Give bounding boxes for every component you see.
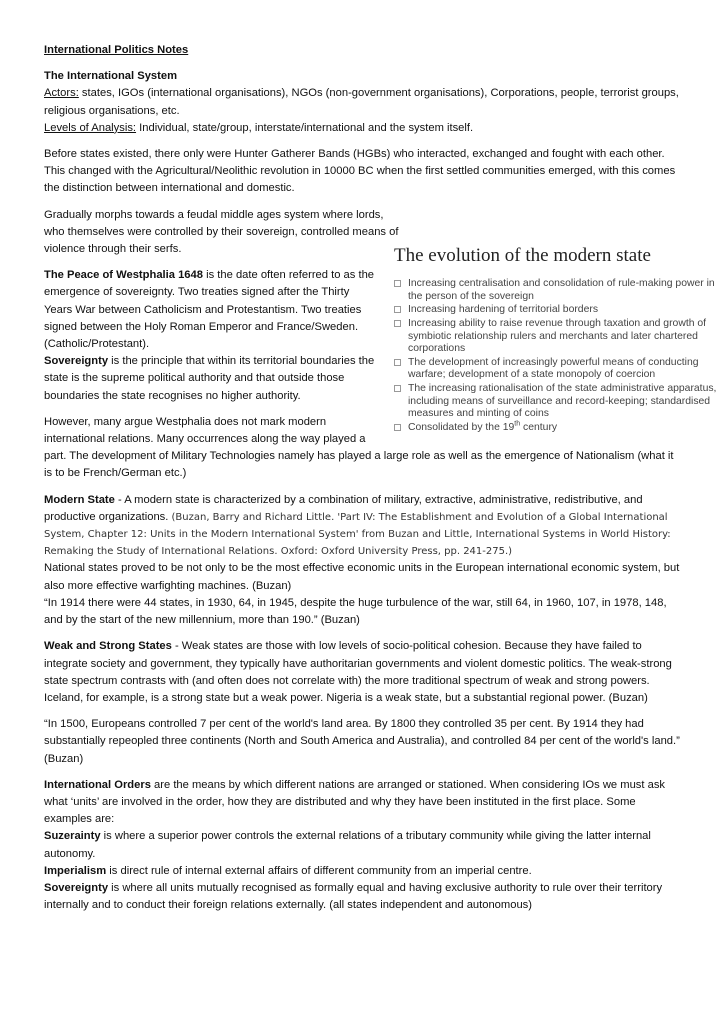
evolution-item: The increasing rationalisation of the state administrative apparatus, including means of surveillance and record-keeping; standardised measures and minting of coins: [394, 383, 722, 421]
document-page: [44, 42, 717, 914]
hgb-paragraph: Before states existed, there only were Hunter Gatherer Bands (HGBs) who interacted, exchanged and fought with each other. This changed with the Agricultural/Neolithic revolution in 10000 BC when the first settled communities emerged, with this comes the distinction between international and domestic.: [44, 148, 676, 195]
weak-strong-term: Weak and Strong States: [44, 640, 172, 653]
evolution-figure: [394, 244, 722, 435]
square-bullet-icon: [394, 424, 401, 431]
document-title: International Politics Notes: [44, 44, 189, 56]
national-states-paragraph: National states proved to be not only to be the most effective economic units in the European international economic system, but also more effective warfighting machines. (Buzan): [44, 562, 680, 592]
imperialism-paragraph: Imperialism is direct rule of internal external affairs of different community from an imperial centre.: [44, 864, 532, 877]
sovereignty-paragraph: Sovereignty is the principle that within its territorial boundaries the state is the supreme political authority and that outside those boundaries the state recognises no higher authority.: [44, 355, 375, 402]
square-bullet-icon: [394, 320, 401, 327]
international-orders-paragraph: International Orders are the means by which different nations are arranged or stationed. When considering IOs we must ask what ‘units’ are involved in the order, how they are distributed and why they have been instituted in the first place. Some examples are:: [44, 778, 666, 826]
levels-paragraph: [44, 120, 684, 137]
evolution-list: [394, 278, 722, 434]
sovereignty-order-term: Sovereignty: [44, 881, 109, 894]
feudal-paragraph: Gradually morphs towards a feudal middle ages system where lords, who themselves were controlled by their sovereign, controlled means of violence through their serfs.: [44, 208, 399, 256]
modern-state-paragraph: Modern State - A modern state is characterized by a combination of military, extractive, administrative, redistributive, and productive organizations. (Buzan, Barry and Richard Little. 'Part IV: The Establishment and Evolution of a Global International System, Chapter 12: Units in the Modern International System' from Buzan and Little, International Systems in World History: Remaking the Study of International Relations. Oxford: Oxford University Press, pp. 241-275.): [44, 493, 671, 558]
evolution-item: The development of increasingly powerful means of conducting warfare; development of a state monopoly of coercion: [394, 357, 722, 382]
actors-text: states, IGOs (international organisations), NGOs (non-government organisations), Corporations, people, terrorist groups, religious organisations, etc.: [44, 87, 679, 117]
evolution-item: Increasing ability to raise revenue through taxation and growth of symbiotic relationship rulers and merchants and later chartered corporations: [394, 318, 722, 356]
international-orders-term: International Orders: [44, 778, 151, 791]
westphalia-paragraph: The Peace of Westphalia 1648 is the date often referred to as the emergence of sovereignty. Two treaties signed after the Thirty Years War between Catholicism and Protestantism. Two treaties signed between the Holy Roman Emperor and France/Sweden. (Catholic/Protestant).: [44, 269, 375, 351]
actors-label: Actors:: [44, 87, 79, 100]
square-bullet-icon: [394, 385, 401, 392]
square-bullet-icon: [394, 306, 401, 313]
evolution-item: Increasing centralisation and consolidation of rule-making power in the person of the sovereign: [394, 278, 722, 303]
buzan-citation: (Buzan, Barry and Richard Little. 'Part IV: The Establishment and Evolution of a Global International System, Chapter 12: Units in the Modern International System' from Buzan and Little, International Systems in World History: Remaking the Study of International Relations. Oxford: Oxford University Press, pp. 241-275.): [44, 511, 671, 558]
evolution-figure-title: The evolution of the modern state: [394, 245, 651, 267]
square-bullet-icon: [394, 280, 401, 287]
levels-text: Individual, state/group, interstate/international and the system itself.: [136, 121, 474, 134]
square-bullet-icon: [394, 359, 401, 366]
section-heading-international-system: The International System: [44, 70, 178, 83]
suzerainty-paragraph: Suzerainty is where a superior power controls the external relations of a tributary community while giving the latter internal autonomy.: [44, 830, 651, 860]
suzerainty-term: Suzerainty: [44, 830, 101, 843]
modern-state-term: Modern State: [44, 493, 115, 506]
evolution-item: Consolidated by the 19th century: [394, 422, 722, 435]
sovereignty-order-paragraph: Sovereignty is where all units mutually recognised as formally equal and having exclusive authority to rule over their territory internally and to conduct their foreign relations externally. (all states independent and autonomous): [44, 881, 663, 912]
however-paragraph: However, many argue Westphalia does not mark modern international relations. Many occurrences along the way played a part. The development of Military Technologies namely has played a large role as well as the emergence of Nationalism (what it is to be French/German etc.): [44, 415, 674, 480]
weak-strong-paragraph: Weak and Strong States - Weak states are those with low levels of socio-political cohesion. Because they have failed to integrate society and government, they typically have authoritarian governments and violent domestic politics. The weak-strong state spectrum contrasts with (and often does not correlate with) the more traditional spectrum of weak and strong powers. Iceland, for example, is a strong state but a weak power. Nigeria is a weak state, but a substantial regional power. (Buzan): [44, 640, 672, 704]
states-count-quote: “In 1914 there were 44 states, in 1930, 64, in 1945, despite the huge turbulence of the war, still 64, in 1960, 107, in 1978, 148, and by the start of the new millennium, more than 190.” (Buzan): [44, 596, 667, 627]
imperialism-term: Imperialism: [44, 864, 107, 877]
westphalia-term: The Peace of Westphalia 1648: [44, 269, 203, 282]
levels-label: Levels of Analysis:: [44, 121, 137, 134]
actors-paragraph: [44, 85, 684, 119]
sovereignty-term: Sovereignty: [44, 355, 109, 368]
europeans-quote: “In 1500, Europeans controlled 7 per cent of the world's land area. By 1800 they controlled 35 per cent. By 1914 they had substantially repeopled three continents (North and South America and Australia), and controlled 84 per cent of the world's land.” (Buzan): [44, 718, 680, 765]
evolution-item: Increasing hardening of territorial borders: [394, 304, 722, 317]
